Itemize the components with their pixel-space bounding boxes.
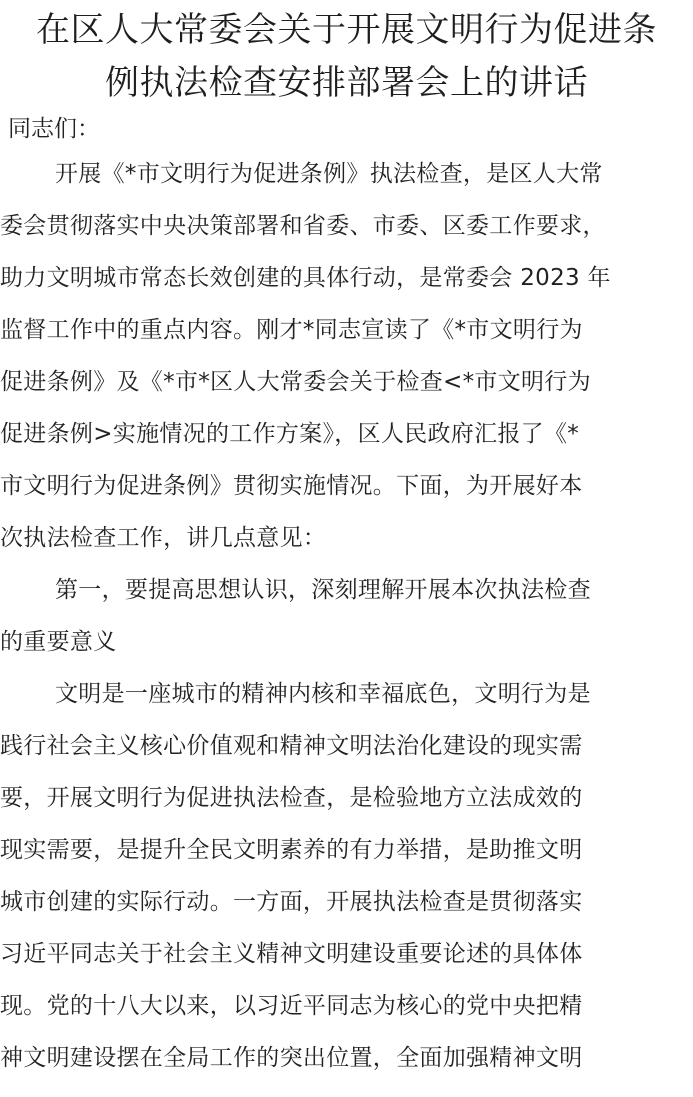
paragraph-line: 促进条例》及《*市*区人大常委会关于检查<*市文明行为 <box>0 369 591 395</box>
paragraph-line: 要，开展文明行为促进执法检查，是检验地方立法成效的 <box>0 785 583 811</box>
paragraph-line: 开展《*市文明行为促进条例》执法检查，是区人大常 <box>55 161 603 187</box>
paragraph-line: 神文明建设摆在全局工作的突出位置，全面加强精神文明 <box>0 1045 583 1071</box>
paragraph-line: 委会贯彻落实中央决策部署和省委、市委、区委工作要求， <box>0 213 606 239</box>
paragraph-line: 城市创建的实际行动。一方面，开展执法检查是贯彻落实 <box>0 889 583 915</box>
greeting: 同志们： <box>8 116 100 142</box>
paragraph-body <box>0 668 693 1084</box>
section-heading-1 <box>0 564 693 668</box>
paragraph-line: 现实需要，是提升全民文明素养的有力举措，是助推文明 <box>0 837 583 863</box>
heading-line: 的重要意义 <box>0 629 117 655</box>
title-line-2: 例执法检查安排部署会上的讲话 <box>105 63 588 103</box>
title-line-1: 在区人大常委会关于开展文明行为促进条 <box>36 10 657 50</box>
paragraph-line: 助力文明城市常态长效创建的具体行动，是常委会 2023 年 <box>0 265 611 291</box>
paragraph-line: 践行社会主义核心价值观和精神文明法治化建设的现实需 <box>0 733 583 759</box>
paragraph-line: 监督工作中的重点内容。刚才*同志宣读了《*市文明行为 <box>0 317 583 343</box>
paragraph-line: 现。党的十八大以来，以习近平同志为核心的党中央把精 <box>0 993 583 1019</box>
paragraph-line: 促进条例>实施情况的工作方案》，区人民政府汇报了《* <box>0 421 580 447</box>
document-title <box>0 0 693 110</box>
paragraph-line: 习近平同志关于社会主义精神文明建设重要论述的具体体 <box>0 941 583 967</box>
paragraph-line: 市文明行为促进条例》贯彻实施情况。下面，为开展好本 <box>0 473 583 499</box>
heading-line: 第一，要提高思想认识，深刻理解开展本次执法检查 <box>55 577 591 603</box>
paragraph-intro <box>0 148 693 564</box>
paragraph-line: 次执法检查工作，讲几点意见： <box>0 525 327 551</box>
paragraph-line: 文明是一座城市的精神内核和幸福底色，文明行为是 <box>55 681 591 707</box>
